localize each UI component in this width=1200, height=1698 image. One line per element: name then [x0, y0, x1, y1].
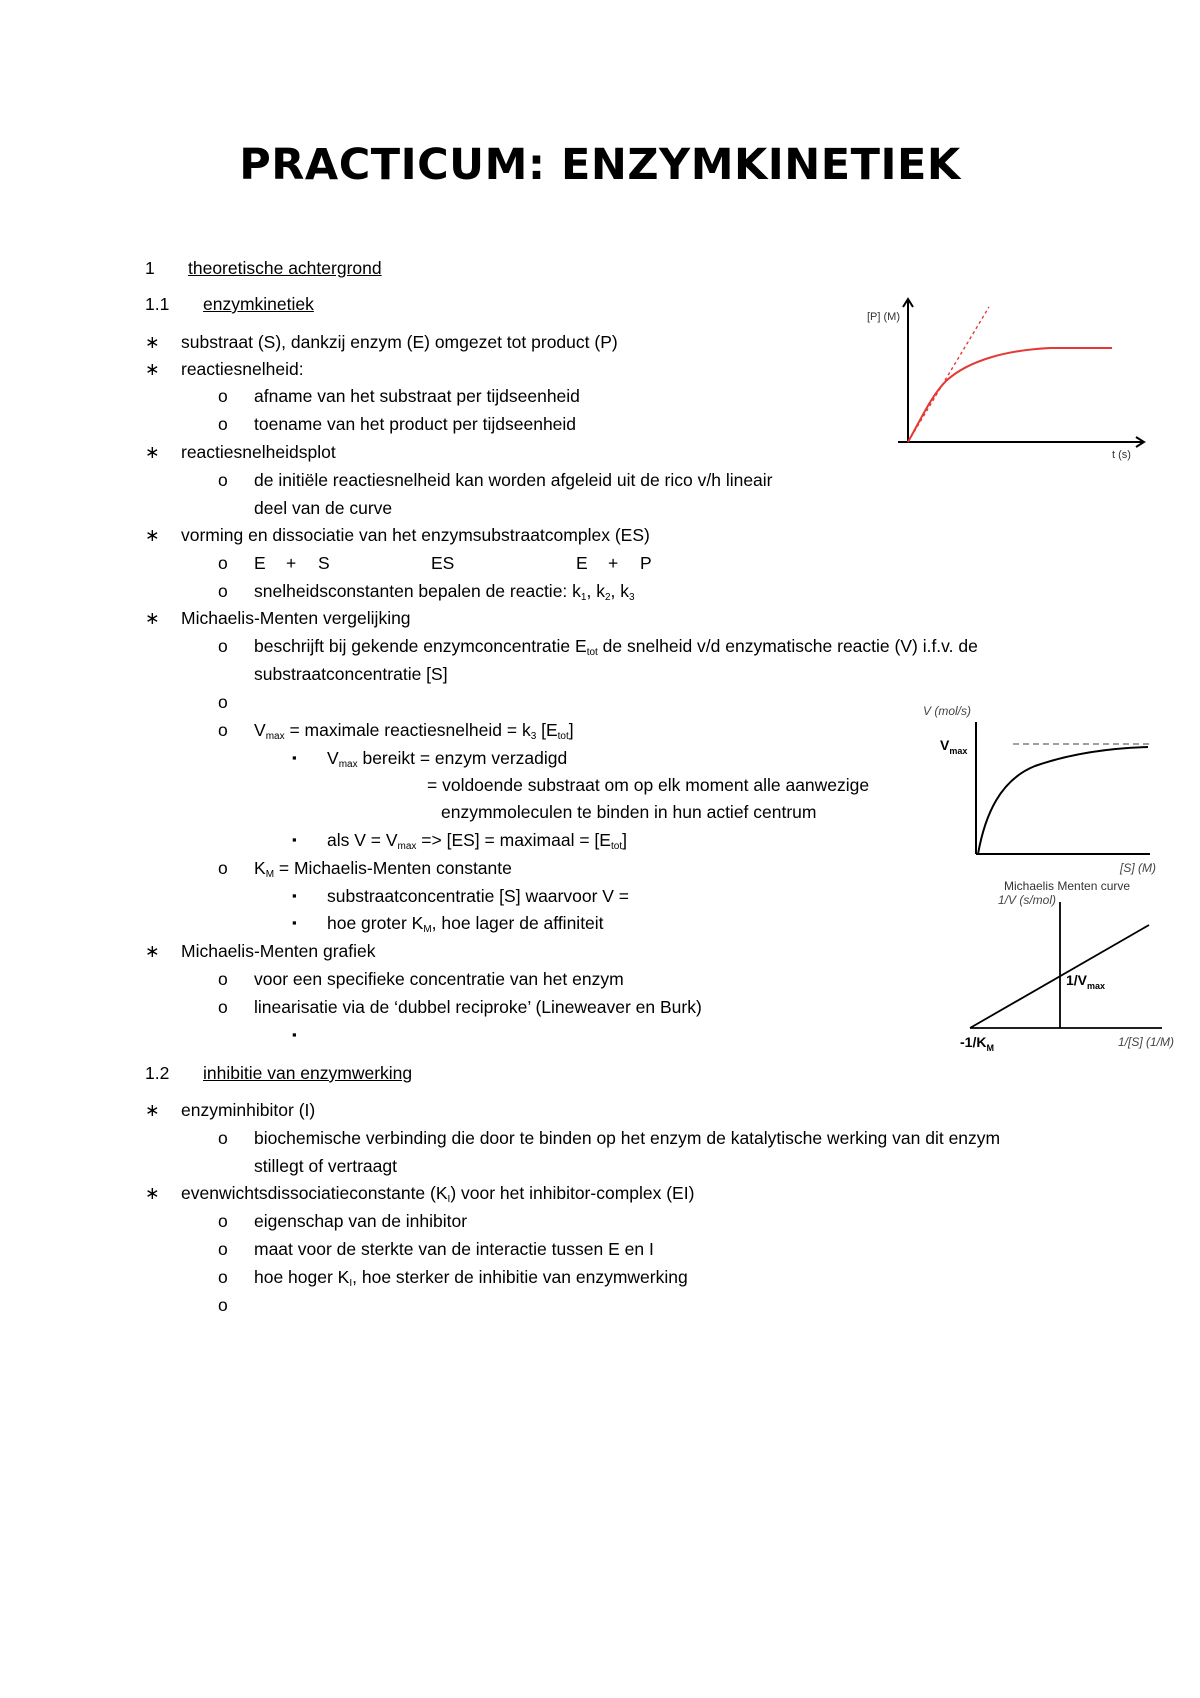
list-item: eigenschap van de inhibitor — [254, 1211, 468, 1231]
star-bullet: ∗ — [145, 332, 160, 352]
list-item: afname van het substraat per tijdseenheid — [254, 386, 580, 406]
equation-term: S — [318, 553, 330, 573]
circle-bullet: o — [218, 386, 228, 406]
mm-curve — [978, 747, 1148, 854]
intercept-y-label: $1/V_{max}$ — [1066, 972, 1106, 991]
list-item: biochemische verbinding die door te binden op het enzym de katalytische werking van dit enzym — [254, 1128, 1001, 1148]
list-item-continuation: deel van de curve — [254, 498, 393, 518]
square-bullet: ▪ — [292, 750, 297, 765]
section-heading: theoretische achtergrond — [188, 258, 382, 278]
product-curve — [908, 348, 1112, 442]
list-item: hoe groter $K_M$, hoe lager de affiniteit — [327, 913, 604, 935]
star-bullet: ∗ — [145, 1183, 160, 1203]
star-bullet: ∗ — [145, 359, 160, 379]
page-title: PRACTICUM: ENZYMKINETIEK — [239, 140, 961, 190]
circle-bullet: o — [218, 553, 228, 573]
equation-term: P — [640, 553, 652, 573]
equation-term: ES — [431, 553, 455, 573]
star-bullet: ∗ — [145, 608, 160, 628]
equation-term: + — [286, 553, 297, 573]
list-item-continuation: stillegt of vertraagt — [254, 1156, 397, 1176]
fig1-ylabel: [P] (M) — [867, 311, 900, 323]
subsection-number: 1.1 — [145, 294, 170, 314]
circle-bullet: o — [218, 969, 228, 989]
list-item: vorming en dissociatie van het enzymsubstraatcomplex (ES) — [181, 525, 650, 545]
fig2-xlabel: [S] (M) — [1120, 861, 1156, 875]
circle-bullet: o — [218, 1267, 228, 1287]
list-item: hoe hoger $K_I$, hoe sterker de inhibitie van enzymwerking — [254, 1267, 688, 1289]
subsection-heading: enzymkinetiek — [203, 294, 314, 314]
list-item: $K_M$ = Michaelis-Menten constante — [254, 858, 512, 880]
star-bullet: ∗ — [145, 1100, 160, 1120]
square-bullet: ▪ — [292, 915, 297, 930]
circle-bullet: o — [218, 636, 228, 656]
fig1-xlabel: t (s) — [1112, 449, 1131, 461]
circle-bullet: o — [218, 997, 228, 1017]
subsection-number: 1.2 — [145, 1063, 170, 1083]
section-number: 1 — [145, 258, 155, 278]
fig3-title: Michaelis Menten curve — [1004, 879, 1131, 893]
list-item: evenwichtsdissociatieconstante $(K_I)$ voor het inhibitor-complex (EI) — [181, 1183, 695, 1205]
star-bullet: ∗ — [145, 525, 160, 545]
list-item-continuation: enzymmoleculen te binden in hun actief centrum — [441, 802, 817, 822]
list-item-continuation: substraatconcentratie [S] — [254, 664, 448, 684]
list-item: voor een specifieke concentratie van het enzym — [254, 969, 624, 989]
star-bullet: ∗ — [145, 941, 160, 961]
fig3-ylabel: 1/V (s/mol) — [998, 893, 1057, 907]
list-item: $V_{max}$ = maximale reactiesnelheid = $k_3$ $[E_{tot}]$ — [254, 720, 574, 742]
michaelis-menten-figure — [915, 700, 1185, 880]
equation-term: E — [254, 553, 266, 573]
list-item: $V_{max}$ bereikt = enzym verzadigd — [327, 748, 568, 770]
circle-bullet: o — [218, 581, 228, 601]
circle-bullet: o — [218, 692, 228, 712]
fig2-ylabel: V (mol/s) — [923, 704, 971, 718]
list-item: reactiesnelheid: — [181, 359, 304, 379]
subsection-heading: inhibitie van enzymwerking — [203, 1063, 413, 1083]
list-item: de initiële reactiesnelheid kan worden afgeleid uit de rico v/h lineair — [254, 470, 773, 490]
square-bullet: ▪ — [292, 1027, 297, 1042]
intercept-x-label: $-1/K_M$ — [960, 1034, 994, 1053]
list-item: substraat (S), dankzij enzym (E) omgezet tot product (P) — [181, 332, 618, 352]
list-item: enzyminhibitor (I) — [181, 1100, 316, 1120]
fig3-xlabel: 1/[S] (1/M) — [1118, 1035, 1175, 1049]
circle-bullet: o — [218, 1211, 228, 1231]
lineweaver-burk-figure — [940, 878, 1190, 1063]
circle-bullet: o — [218, 1295, 228, 1315]
circle-bullet: o — [218, 1128, 228, 1148]
product-time-figure — [860, 295, 1150, 475]
list-item: reactiesnelheidsplot — [181, 442, 336, 462]
equation-term: + — [608, 553, 619, 573]
list-item: Michaelis-Menten grafiek — [181, 941, 376, 961]
star-bullet: ∗ — [145, 442, 160, 462]
list-item: beschrijft bij gekende enzymconcentratie $E_{tot}$ de snelheid v/d enzymatische reactie (V) i.f.v. de — [254, 636, 978, 658]
list-item: Michaelis-Menten vergelijking — [181, 608, 411, 628]
circle-bullet: o — [218, 470, 228, 490]
square-bullet: ▪ — [292, 888, 297, 903]
square-bullet: ▪ — [292, 832, 297, 847]
equation-term: E — [576, 553, 588, 573]
list-item: substraatconcentratie [S] waarvoor V = — [327, 886, 630, 906]
list-item: als $V = V_{max} => [ES]$ = maximaal = $[E_{tot}]$ — [327, 830, 627, 852]
list-item: toename van het product per tijdseenheid — [254, 414, 577, 434]
circle-bullet: o — [218, 720, 228, 740]
circle-bullet: o — [218, 414, 228, 434]
vmax-label: $V_{max}$ — [940, 737, 968, 756]
list-item: snelheidsconstanten bepalen de reactie: $k_1$, $k_2$, $k_3$ — [254, 581, 635, 603]
circle-bullet: o — [218, 1239, 228, 1259]
list-item-continuation: = voldoende substraat om op elk moment alle aanwezige — [427, 775, 870, 795]
list-item: maat voor de sterkte van de interactie tussen E en I — [254, 1239, 654, 1259]
list-item: linearisatie via de ‘dubbel reciproke’ (Lineweaver en Burk) — [254, 997, 702, 1017]
circle-bullet: o — [218, 858, 228, 878]
